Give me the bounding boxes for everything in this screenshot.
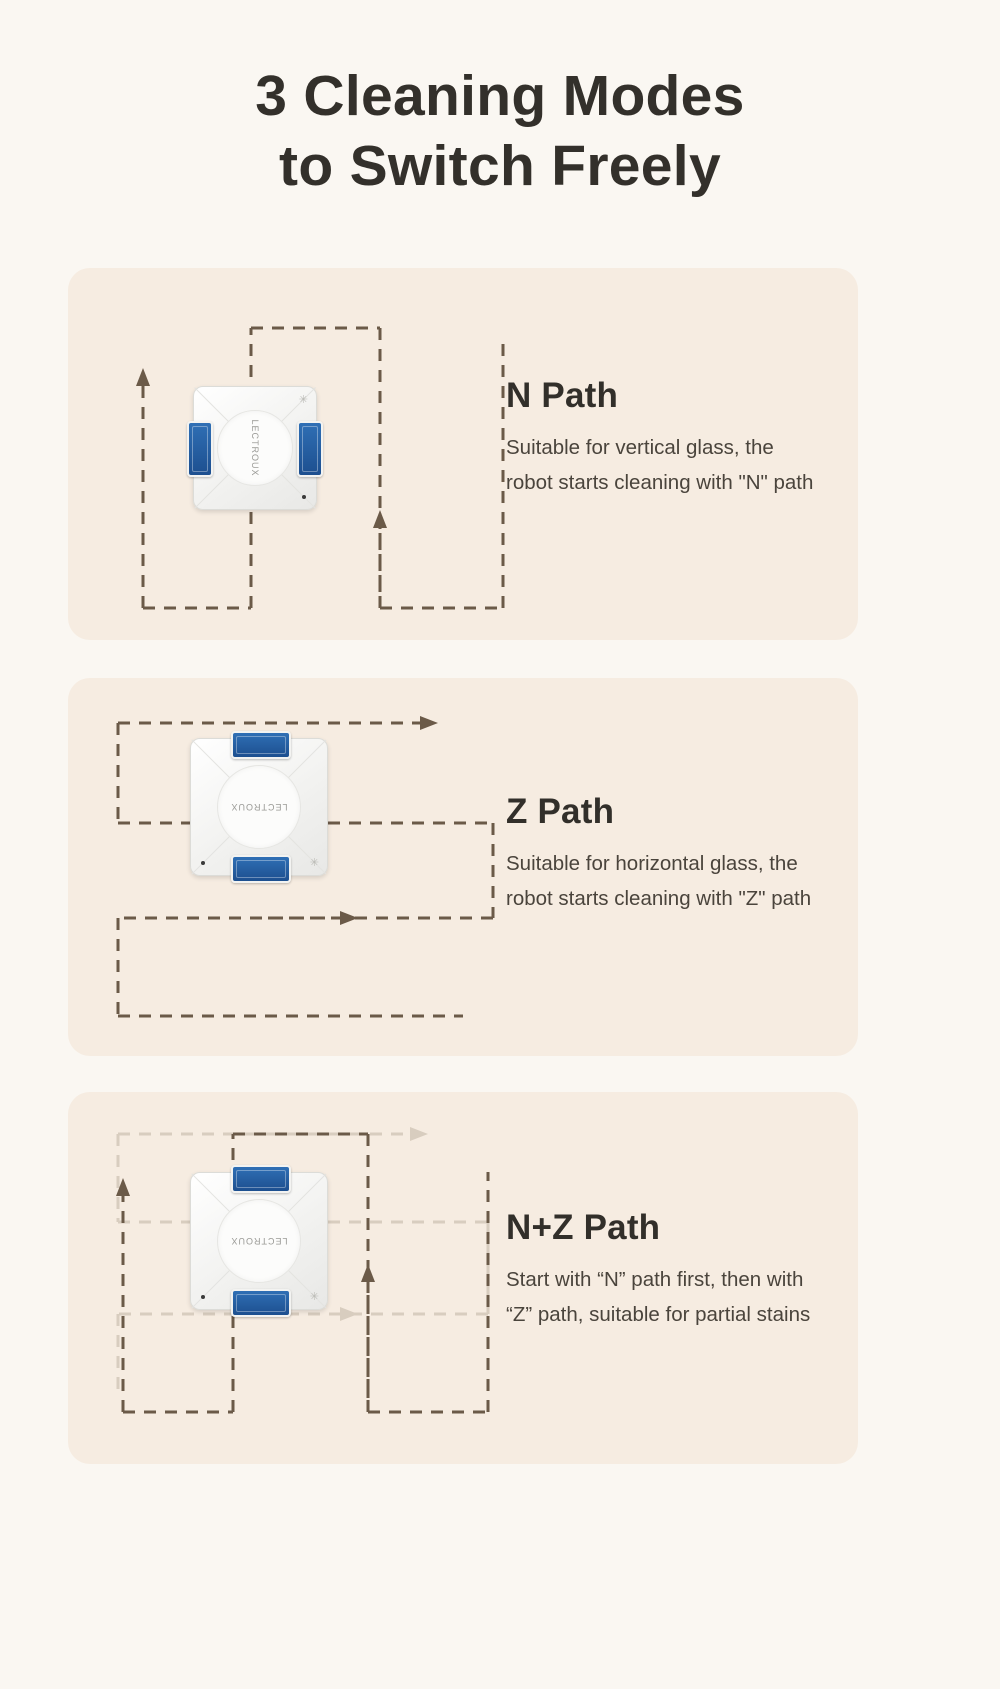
robot-cleaning-pad-top bbox=[231, 731, 291, 759]
robot-device-z bbox=[190, 738, 328, 876]
robot-brand-label: LECTROUX bbox=[230, 1236, 288, 1246]
n-plus-z-path-diagram bbox=[68, 1092, 568, 1464]
n-plus-z-path-text-block bbox=[506, 1208, 826, 1333]
card-z-path bbox=[68, 678, 858, 1056]
snowflake-icon: ✳ bbox=[309, 857, 319, 869]
n-plus-z-path-title: N+Z Path bbox=[506, 1208, 661, 1247]
card-n-path bbox=[68, 268, 858, 640]
z-path-diagram bbox=[68, 678, 568, 1056]
robot-sensor-dot bbox=[302, 495, 306, 499]
arrowhead-up-left bbox=[136, 368, 150, 386]
arrowhead-right-mid-faded bbox=[340, 1307, 358, 1321]
robot-cleaning-pad-bottom bbox=[231, 1289, 291, 1317]
page-title-line-2: to Switch Freely bbox=[279, 133, 721, 198]
z-path-description: Suitable for horizontal glass, the robot starts cleaning with "Z" path bbox=[506, 852, 812, 911]
robot-cleaning-pad-right bbox=[297, 421, 323, 477]
arrowhead-right-top-faded bbox=[410, 1127, 428, 1141]
robot-cleaning-pad-left bbox=[187, 421, 213, 477]
page-title bbox=[0, 0, 1000, 201]
arrowhead-right-mid bbox=[340, 911, 358, 925]
n-plus-z-path-description: Start with “N” path first, then with “Z” path, suitable for partial stains bbox=[506, 1268, 811, 1327]
n-path-text-block bbox=[506, 376, 826, 501]
page-title-line-1: 3 Cleaning Modes bbox=[255, 64, 745, 128]
card-n-plus-z-path bbox=[68, 1092, 858, 1464]
robot-brand-label: LECTROUX bbox=[250, 419, 260, 477]
arrowhead-right-top bbox=[420, 716, 438, 730]
robot-cleaning-pad-top bbox=[231, 1165, 291, 1193]
snowflake-icon: ✳ bbox=[309, 1291, 319, 1303]
n-path-description: Suitable for vertical glass, the robot starts cleaning with "N" path bbox=[506, 436, 814, 495]
arrowhead-up-mid bbox=[361, 1264, 375, 1282]
snowflake-icon: ✳ bbox=[298, 394, 308, 406]
robot-sensor-dot bbox=[201, 1295, 205, 1299]
robot-brand-label: LECTROUX bbox=[230, 802, 288, 812]
robot-device-nz bbox=[190, 1172, 328, 1310]
n-path-title: N Path bbox=[506, 376, 619, 415]
arrowhead-up-mid bbox=[373, 510, 387, 528]
robot-device-n bbox=[193, 386, 317, 510]
z-path-text-block bbox=[506, 792, 826, 917]
n-path-diagram bbox=[68, 268, 568, 640]
z-path-title: Z Path bbox=[506, 792, 615, 831]
robot-cleaning-pad-bottom bbox=[231, 855, 291, 883]
robot-sensor-dot bbox=[201, 861, 205, 865]
